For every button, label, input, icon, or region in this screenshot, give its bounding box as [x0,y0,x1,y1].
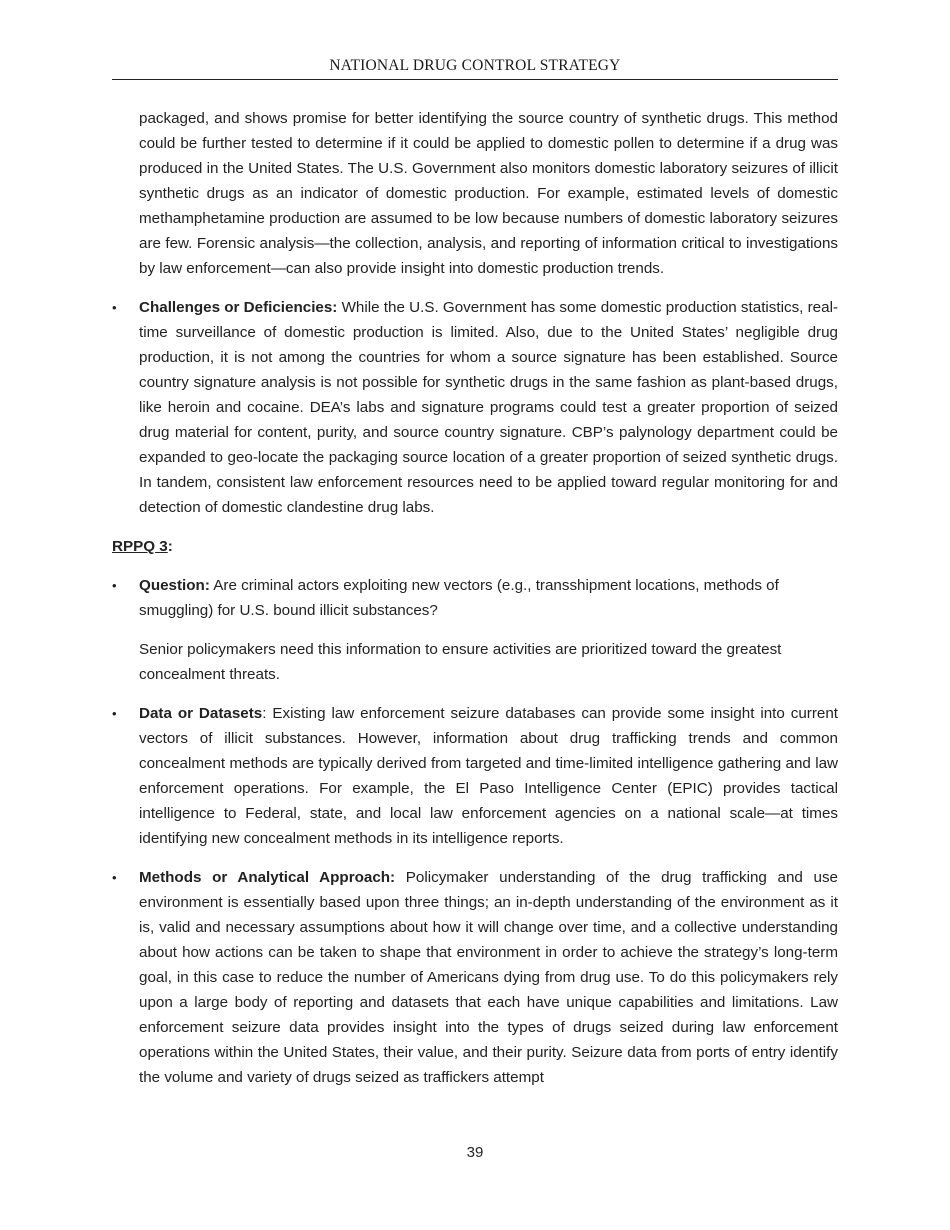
question-label: Question: [139,577,210,594]
rppq-suffix: : [167,538,173,555]
bullet-icon: • [112,706,117,721]
challenges-label: Challenges or Deficiencies: [139,299,338,316]
data-paragraph [139,701,838,851]
bullet-icon: • [112,578,117,593]
bullet-challenges [112,295,838,520]
body-content [112,106,838,1090]
methods-paragraph [139,865,838,1090]
page-number: 39 [466,1144,484,1161]
bullet-icon: • [112,870,117,885]
question-followup: Senior policymakers need this information to ensure activities are prioritized toward the greatest concealment threats. [139,641,782,683]
bullet-icon: • [112,300,117,315]
methods-label: Methods or Analytical Approach: [139,869,396,886]
section-heading [112,534,838,559]
challenges-paragraph [139,295,838,520]
question-paragraph [139,573,838,623]
bullet-methods [112,865,838,1090]
running-header: NATIONAL DRUG CONTROL STRATEGY [329,57,621,74]
rppq-label: RPPQ 3 [112,538,168,555]
question-text: Are criminal actors exploiting new vectors (e.g., transshipment locations, methods of smuggling) for U.S. bound illicit substances? [139,577,779,619]
continuation-paragraph: packaged, and shows promise for better identifying the source country of synthetic drugs. This method could be further tested to determine if it could be applied to domestic pollen to determine if a drug was produced in the United States. The U.S. Government also monitors domestic laboratory seizures of illicit synthetic drugs as an indicator of domestic production. For example, estimated levels of domestic methamphetamine production are assumed to be low because numbers of domestic laboratory seizures are few. Forensic analysis—the collection, analysis, and reporting of information critical to investigations by law enforcement—can also provide insight into domestic production trends. [139,110,838,277]
methods-text: Policymaker understanding of the drug trafficking and use environment is essentially based upon three things; an in-depth understanding of the environment as it is, valid and necessary assumptions about how it will change over time, and a collective understanding about how actions can be taken to shape that environment in order to achieve the strategy’s long-term goal, in this case to reduce the number of Americans dying from drug use. To do this policymakers rely upon a large body of reporting and datasets that each have unique capabilities and limitations. Law enforcement seizure data provides insight into the types of drugs seized during law enforcement operations within the United States, their value, and their purity. Seizure data from ports of entry identify the volume and variety of drugs seized as traffickers attempt [139,869,838,1086]
bullet-question [112,573,838,623]
bullet-data [112,701,838,851]
challenges-text: While the U.S. Government has some domestic production statistics, real-time surveillance of domestic production is limited. Also, due to the United States’ negligible drug production, it is not among the countries for whom a source signature has been established. Source country signature analysis is not possible for synthetic drugs in the same fashion as plant-based drugs, like heroin and cocaine. DEA’s labs and signature programs could test a greater proportion of seized drug material for content, purity, and source country signature. CBP’s palynology department could be expanded to geo-locate the packaging source location of a greater proportion of seized synthetic drugs. In tandem, consistent law enforcement resources need to be applied toward regular monitoring for and detection of domestic clandestine drug labs. [139,299,838,516]
data-text: : Existing law enforcement seizure databases can provide some insight into current vectors of illicit substances. However, information about drug trafficking trends and common concealment methods are typically derived from targeted and time-limited intelligence gathering and law enforcement operations. For example, the El Paso Intelligence Center (EPIC) provides tactical intelligence to Federal, state, and local law enforcement agencies on a national scale—at times identifying new concealment methods in its intelligence reports. [139,705,838,847]
data-label: Data or Datasets [139,705,263,722]
header-rule [112,79,838,80]
